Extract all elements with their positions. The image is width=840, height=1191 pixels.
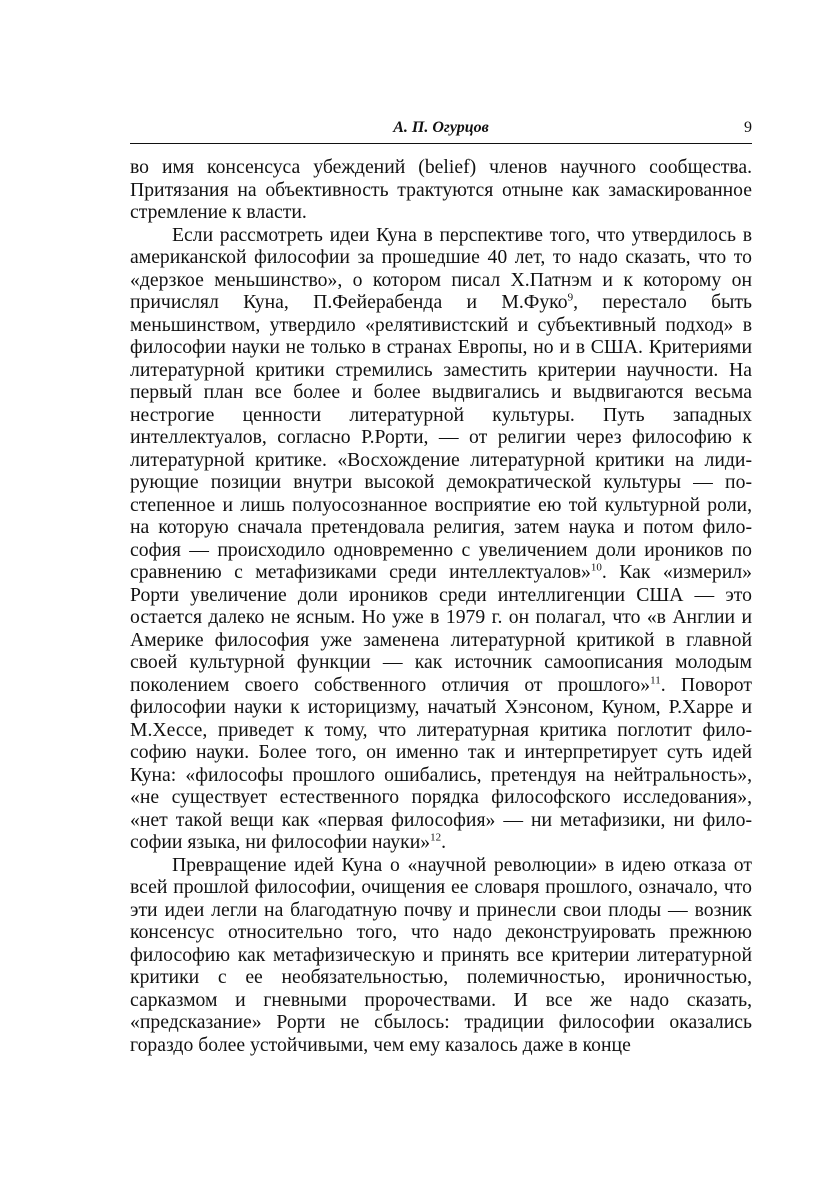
footnote-ref-10: 10 <box>590 561 602 574</box>
paragraph-1-text: во имя консенсуса убеждений (belief) членов научного сообщества. Притязания на объективность трактуются отныне как замаскированное стремление к власти. <box>130 156 752 223</box>
paragraph-2-part-e: . <box>441 831 447 853</box>
paragraph-2-part-a: Если рассмотреть идеи Куна в перспективе того, что утвердилось в американской философии за прошедшие 40 лет, то надо сказать, что то «дерзкое меньшинство», о котором писал Х.Патнэм и к которому он причислял Куна, П.Фейерабенда и М.Фуко <box>130 223 752 313</box>
paragraph-2-part-c: . Как «измерил» Рорти увеличение доли ироников среди интеллигенции США — это остается далеко не ясным. Но уже в 1979 г. он полагал, что «в Англии и Америке философия уже заменена литературной критикой в главной своей культурной функции — как источник самоописания молодым поколением своего собственного отличия от прошлого» <box>130 561 752 696</box>
footnote-ref-9: 9 <box>567 291 574 304</box>
footnote-ref-12: 12 <box>430 831 442 844</box>
paragraph-3-text: Превращение идей Куна о «научной революции» в идею отказа от всей прошлой философии, очищения ее словаря прошлого, означало, что эти идеи легли на благодатную почву и принесли свои плоды — возник консенсус относительно того, что надо деконструировать прежнюю философию как метафизическую и принять все критерии литературной критики с ее необязательностью, полемичностью, ироничностью, сарказмом и гневными пророчествами. И все же надо сказать, «предсказание» Рорти не сбылось: традиции философии оказались гораздо более устойчивыми, чем ему казалось даже в конце <box>130 853 752 1056</box>
header-rule <box>130 143 752 144</box>
paragraph-1 <box>130 156 752 224</box>
body-text <box>130 156 752 1056</box>
paragraph-3 <box>130 854 752 1057</box>
paragraph-2-part-b: , перестало быть меньшинством, утвердило «релятивистский и субъективный подход» в философии науки не только в странах Европы, но и в США. Критериями литературной критики стремились заместить критерии научности. На первый план все более и более выдвигались и выдвигаются весьма нестрогие ценности литературной культуры. Путь западных интеллектуалов, согласно Р.Рорти, — от религии через философию к литературной критике. «Восхождение литературной критики на лидирующие позиции внутри высокой демократической культуры — постепенное и лишь полуосознанное восприятие ею той культурной роли, на которую сначала претендовала религия, затем наука и потом философия — происходило одновременно с увеличением доли ироников по сравнению с метафизиками среди интеллектуалов» <box>130 291 752 583</box>
paragraph-2-part-d: . Поворот философии науки к историцизму, начатый Хэнсоном, Куном, Р.Харре и М.Хессе, приведет к тому, что литературная критика поглотит философию науки. Более того, он именно так и интерпретирует суть идей Куна: «философы прошлого ошибались, претендуя на нейтральность», «не существует естественного порядка философского исследования», «нет такой вещи как «первая философия» — ни метафизики, ни философии языка, ни философии науки» <box>130 673 752 853</box>
footnote-ref-11: 11 <box>650 673 661 686</box>
paragraph-2 <box>130 224 752 854</box>
page <box>130 118 752 1056</box>
running-head <box>130 118 752 140</box>
page-number: 9 <box>744 119 752 136</box>
running-head-author: А. П. Огурцов <box>393 119 489 136</box>
